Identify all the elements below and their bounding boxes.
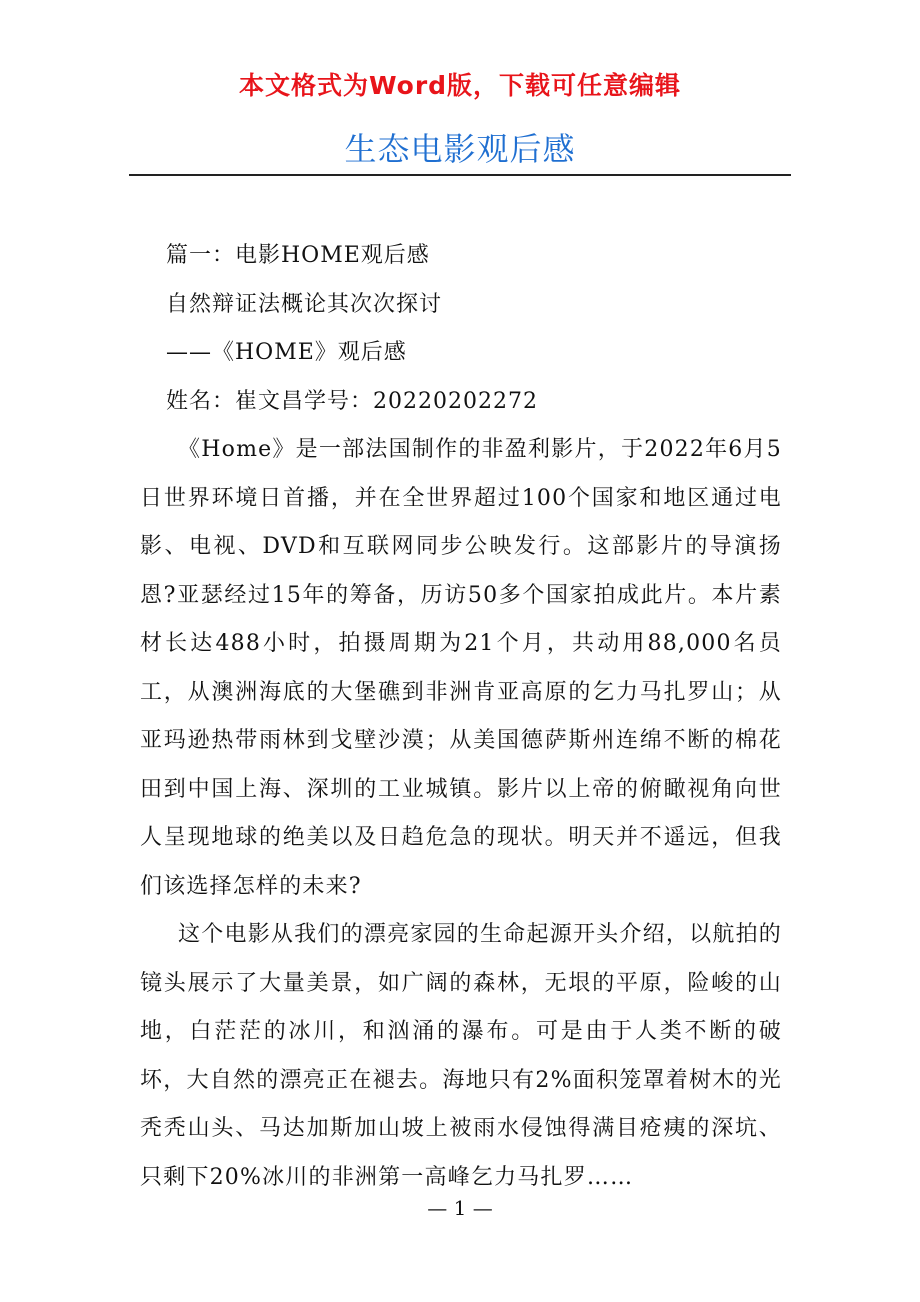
- body-paragraph: 这个电影从我们的漂亮家园的生命起源开头介绍，以航拍的镜头展示了大量美景，如广阔的森林，无垠的平原，险峻的山地，白茫茫的冰川，和汹涌的瀑布。可是由于人类不断的破坏，大自然的漂亮正在褪去。海地只有2%面积笼罩着树木的光秃秃山头、马达加斯加山坡上被雨水侵蚀得满目疮痍的深坑、只剩下20%冰川的非洲第一高峰乞力马扎罗……: [140, 922, 782, 1190]
- section-heading: 篇一：电影HOME观后感: [166, 243, 430, 268]
- course-subtitle: 自然辩证法概论其次次探讨: [166, 291, 443, 317]
- document-title: 生态电影观后感: [344, 130, 576, 168]
- document-body: [140, 232, 782, 1202]
- author-info: 姓名：崔文昌学号：20220202272: [166, 388, 538, 414]
- page-number: — 1 —: [427, 1196, 493, 1220]
- format-notice-banner: 本文格式为Word版，下载可任意编辑: [238, 71, 682, 100]
- title-divider: [129, 174, 791, 176]
- essay-subtitle: ——《HOME》观后感: [166, 340, 407, 365]
- body-paragraph: 《Home》是一部法国制作的非盈利影片，于2022年6月5日世界环境日首播，并在全世界超过100个国家和地区通过电影、电视、DVD和互联网同步公映发行。这部影片的导演扬恩?亚瑟经过15年的筹备，历访50多个国家拍成此片。本片素材长达488小时，拍摄周期为21个月，共动用88,000名员工，从澳洲海底的大堡礁到非洲肯亚高原的乞力马扎罗山；从亚玛逊热带雨林到戈壁沙漠；从美国德萨斯州连绵不断的棉花田到中国上海、深圳的工业城镇。影片以上帝的俯瞰视角向世人呈现地球的绝美以及日趋危急的现状。明天并不遥远，但我们该选择怎样的未来?: [140, 437, 782, 899]
